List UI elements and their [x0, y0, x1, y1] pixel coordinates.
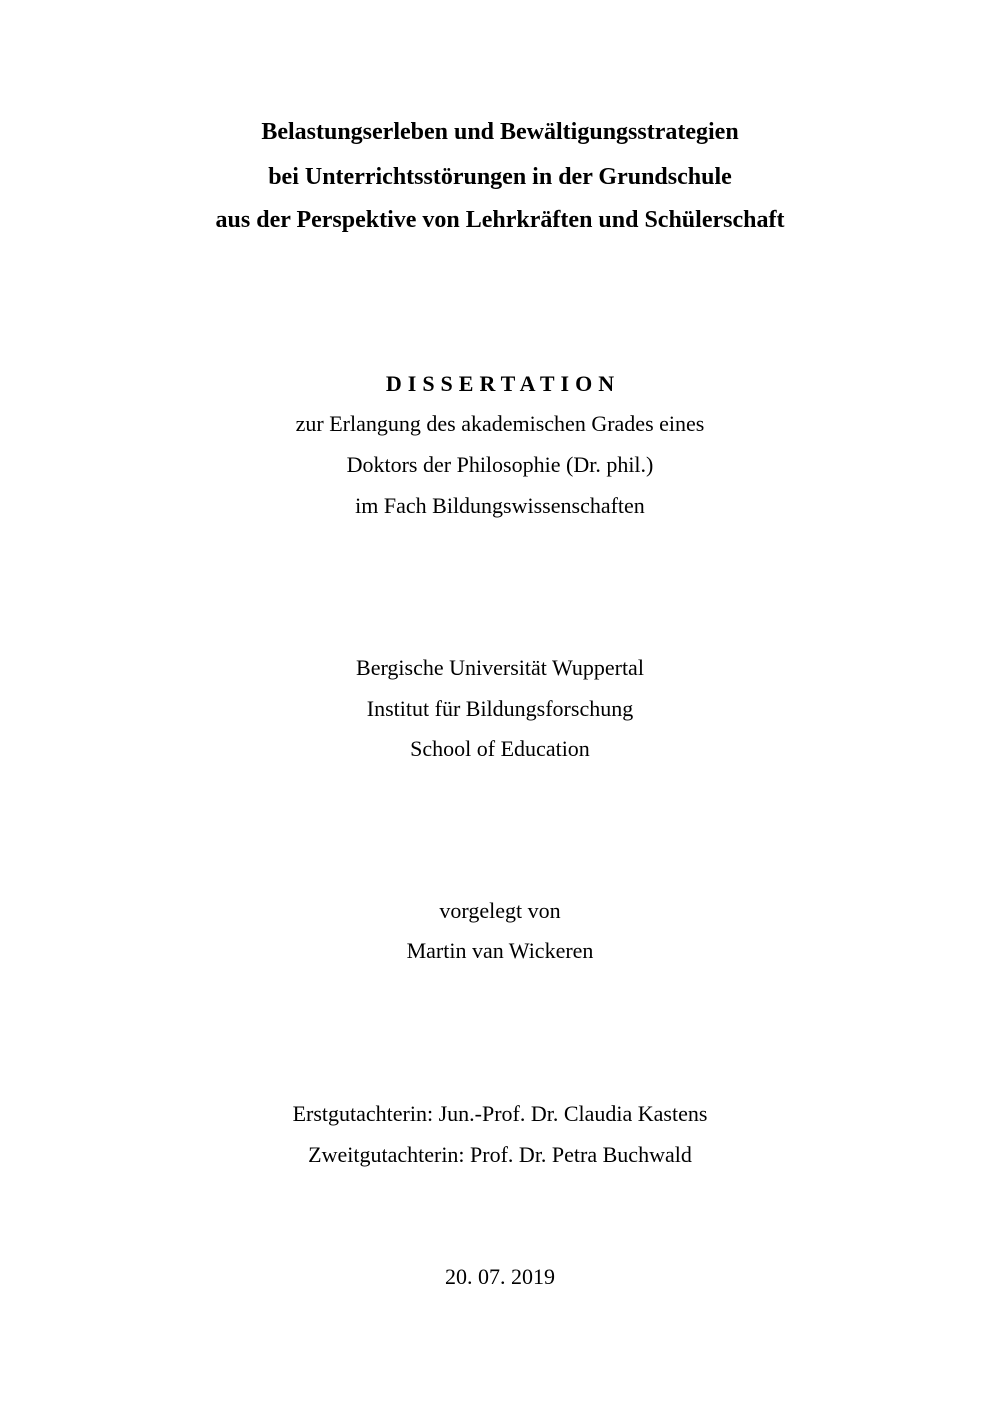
purpose-line: Doktors der Philosophie (Dr. phil.) [346, 452, 654, 477]
purpose-line: im Fach Bildungswissenschaften [355, 493, 645, 518]
title-line: Belastungserleben und Bewältigungsstrategien [261, 119, 739, 145]
submission-date: 20. 07. 2019 [445, 1264, 555, 1289]
reviewer-line: Zweitgutachterin: Prof. Dr. Petra Buchwald [308, 1142, 692, 1167]
institution-line: School of Education [410, 736, 590, 761]
title-line: aus der Perspektive von Lehrkräften und Schülerschaft [215, 207, 785, 233]
author-name: Martin van Wickeren [406, 938, 594, 963]
institution-line: Institut für Bildungsforschung [366, 696, 634, 721]
purpose-line: zur Erlangung des akademischen Grades eines [295, 411, 705, 436]
submitted-label: vorgelegt von [439, 898, 561, 923]
dissertation-heading: DISSERTATION [385, 371, 621, 396]
institution-line: Bergische Universität Wuppertal [356, 655, 644, 680]
reviewer-line: Erstgutachterin: Jun.-Prof. Dr. Claudia Kastens [292, 1101, 708, 1126]
title-line: bei Unterrichtsstörungen in der Grundschule [268, 164, 732, 190]
